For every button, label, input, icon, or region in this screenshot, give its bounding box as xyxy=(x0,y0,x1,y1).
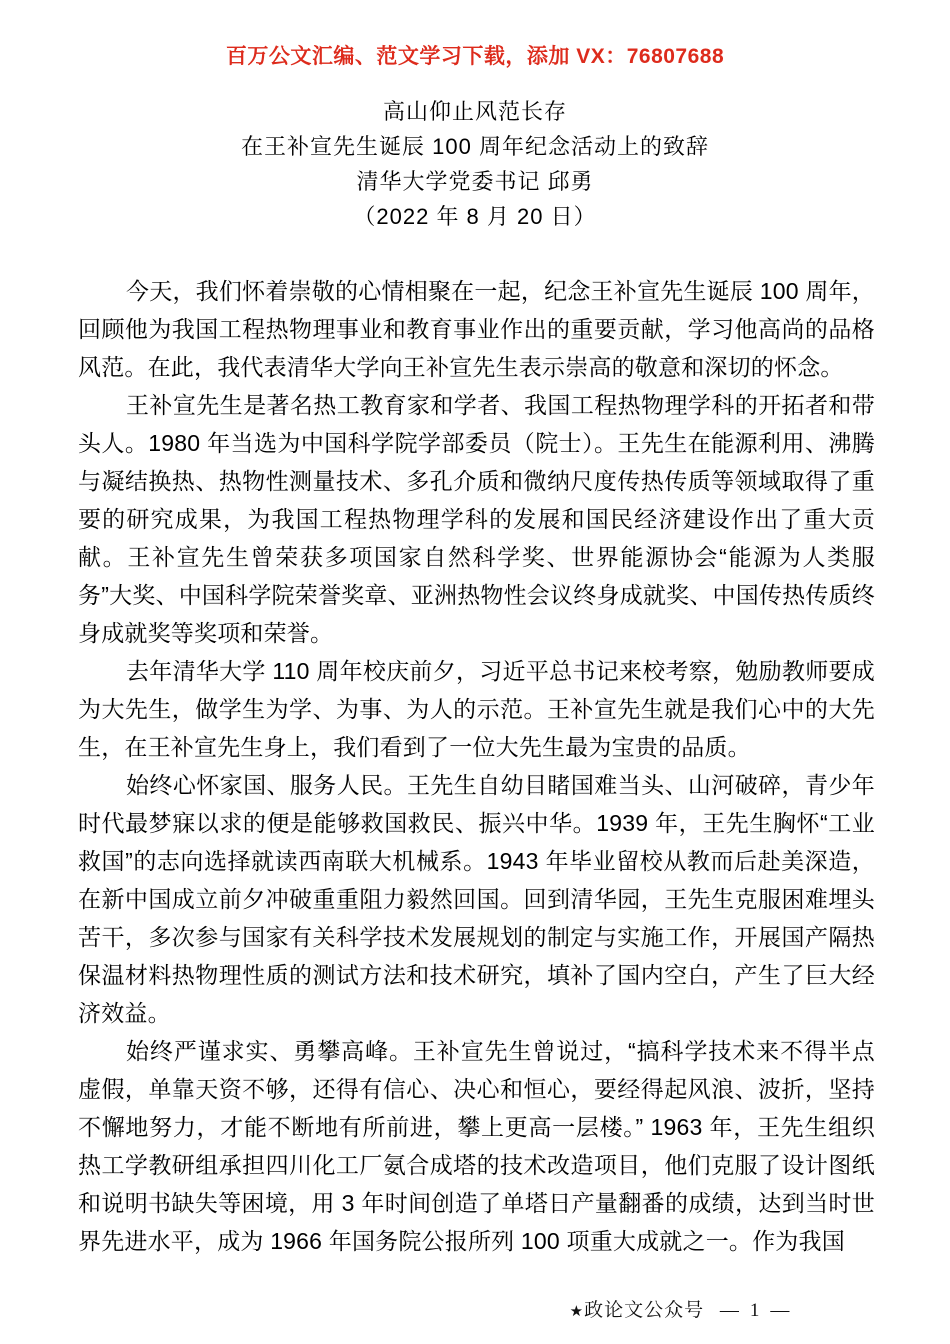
body-paragraph: 今天，我们怀着崇敬的心情相聚在一起，纪念王补宣先生诞辰 100 周年，回顾他为我国工程热物理事业和教育事业作出的重要贡献，学习他高尚的品格风范。在此，我代表清华大学向王补宣先生表示崇高的敬意和深切的怀念。 xyxy=(78,278,875,380)
footer-content xyxy=(570,1295,801,1322)
document-body xyxy=(78,272,875,1260)
body-paragraph: 去年清华大学 110 周年校庆前夕，习近平总书记来校考察，勉励教师要成为大先生，做学生为学、为事、为人的示范。王补宣先生就是我们心中的大先生，在王补宣先生身上，我们看到了一位大先生最为宝贵的品质。 xyxy=(78,658,875,760)
promo-header-text: 百万公文汇编、范文学习下载，添加 VX：76807688 xyxy=(225,45,725,68)
page-footer xyxy=(0,1295,950,1322)
footer-dash-right: — xyxy=(770,1300,791,1321)
document-subtitle: 在王补宣先生诞辰 100 周年纪念活动上的致辞 xyxy=(241,134,709,159)
document-main-title: 高山仰止风范长存 xyxy=(382,99,567,124)
page-number: 1 xyxy=(749,1300,761,1321)
document-date: （2022 年 8 月 20 日） xyxy=(353,204,597,229)
body-paragraph: 始终严谨求实、勇攀高峰。王补宣先生曾说过，“搞科学技术来不得半点虚假，单靠天资不够，还得有信心、决心和恒心，要经得起风浪、波折，坚持不懈地努力，才能不断地有所前进，攀上更高一层楼。” 1963 年，王先生组织热工学教研组承担四川化工厂氨合成塔的技术改造项目，他们克服了设计图纸和说明书缺失等困境，用 3 年时间创造了单塔日产量翻番的成绩，达到当时世界先进水平，成为 1966 年国务院公报所列 100 项重大成就之一。作为我国 xyxy=(78,1038,875,1254)
star-icon: ★ xyxy=(569,1304,585,1320)
document-byline: 清华大学党委书记 邱勇 xyxy=(356,169,594,194)
body-paragraph: 王补宣先生是著名热工教育家和学者、我国工程热物理学科的开拓者和带头人。1980 年当选为中国科学院学部委员（院士）。王先生在能源利用、沸腾与凝结换热、热物性测量技术、多孔介质和微纳尺度传热传质等领域取得了重要的研究成果，为我国工程热物理学科的发展和国民经济建设作出了重大贡献。王补宣先生曾荣获多项国家自然科学奖、世界能源协会“能源为人类服务”大奖、中国科学院荣誉奖章、亚洲热物性会议终身成就奖、中国传热传质终身成就奖等奖项和荣誉。 xyxy=(78,392,875,646)
footer-dash-left: — xyxy=(719,1300,740,1321)
title-block xyxy=(0,94,950,234)
body-paragraph: 始终心怀家国、服务人民。王先生自幼目睹国难当头、山河破碎，青少年时代最梦寐以求的便是能够救国救民、振兴中华。1939 年，王先生胸怀“工业救国”的志向选择就读西南联大机械系。1943 年毕业留校从教而后赴美深造，在新中国成立前夕冲破重重阻力毅然回国。回到清华园，王先生克服困难埋头苦干，多次参与国家有关科学技术发展规划的制定与实施工作，开展国产隔热保温材料热物理性质的测试方法和技术研究，填补了国内空白，产生了巨大经济效益。 xyxy=(78,772,875,1026)
footer-watermark: 政论文公众号 xyxy=(584,1300,705,1321)
